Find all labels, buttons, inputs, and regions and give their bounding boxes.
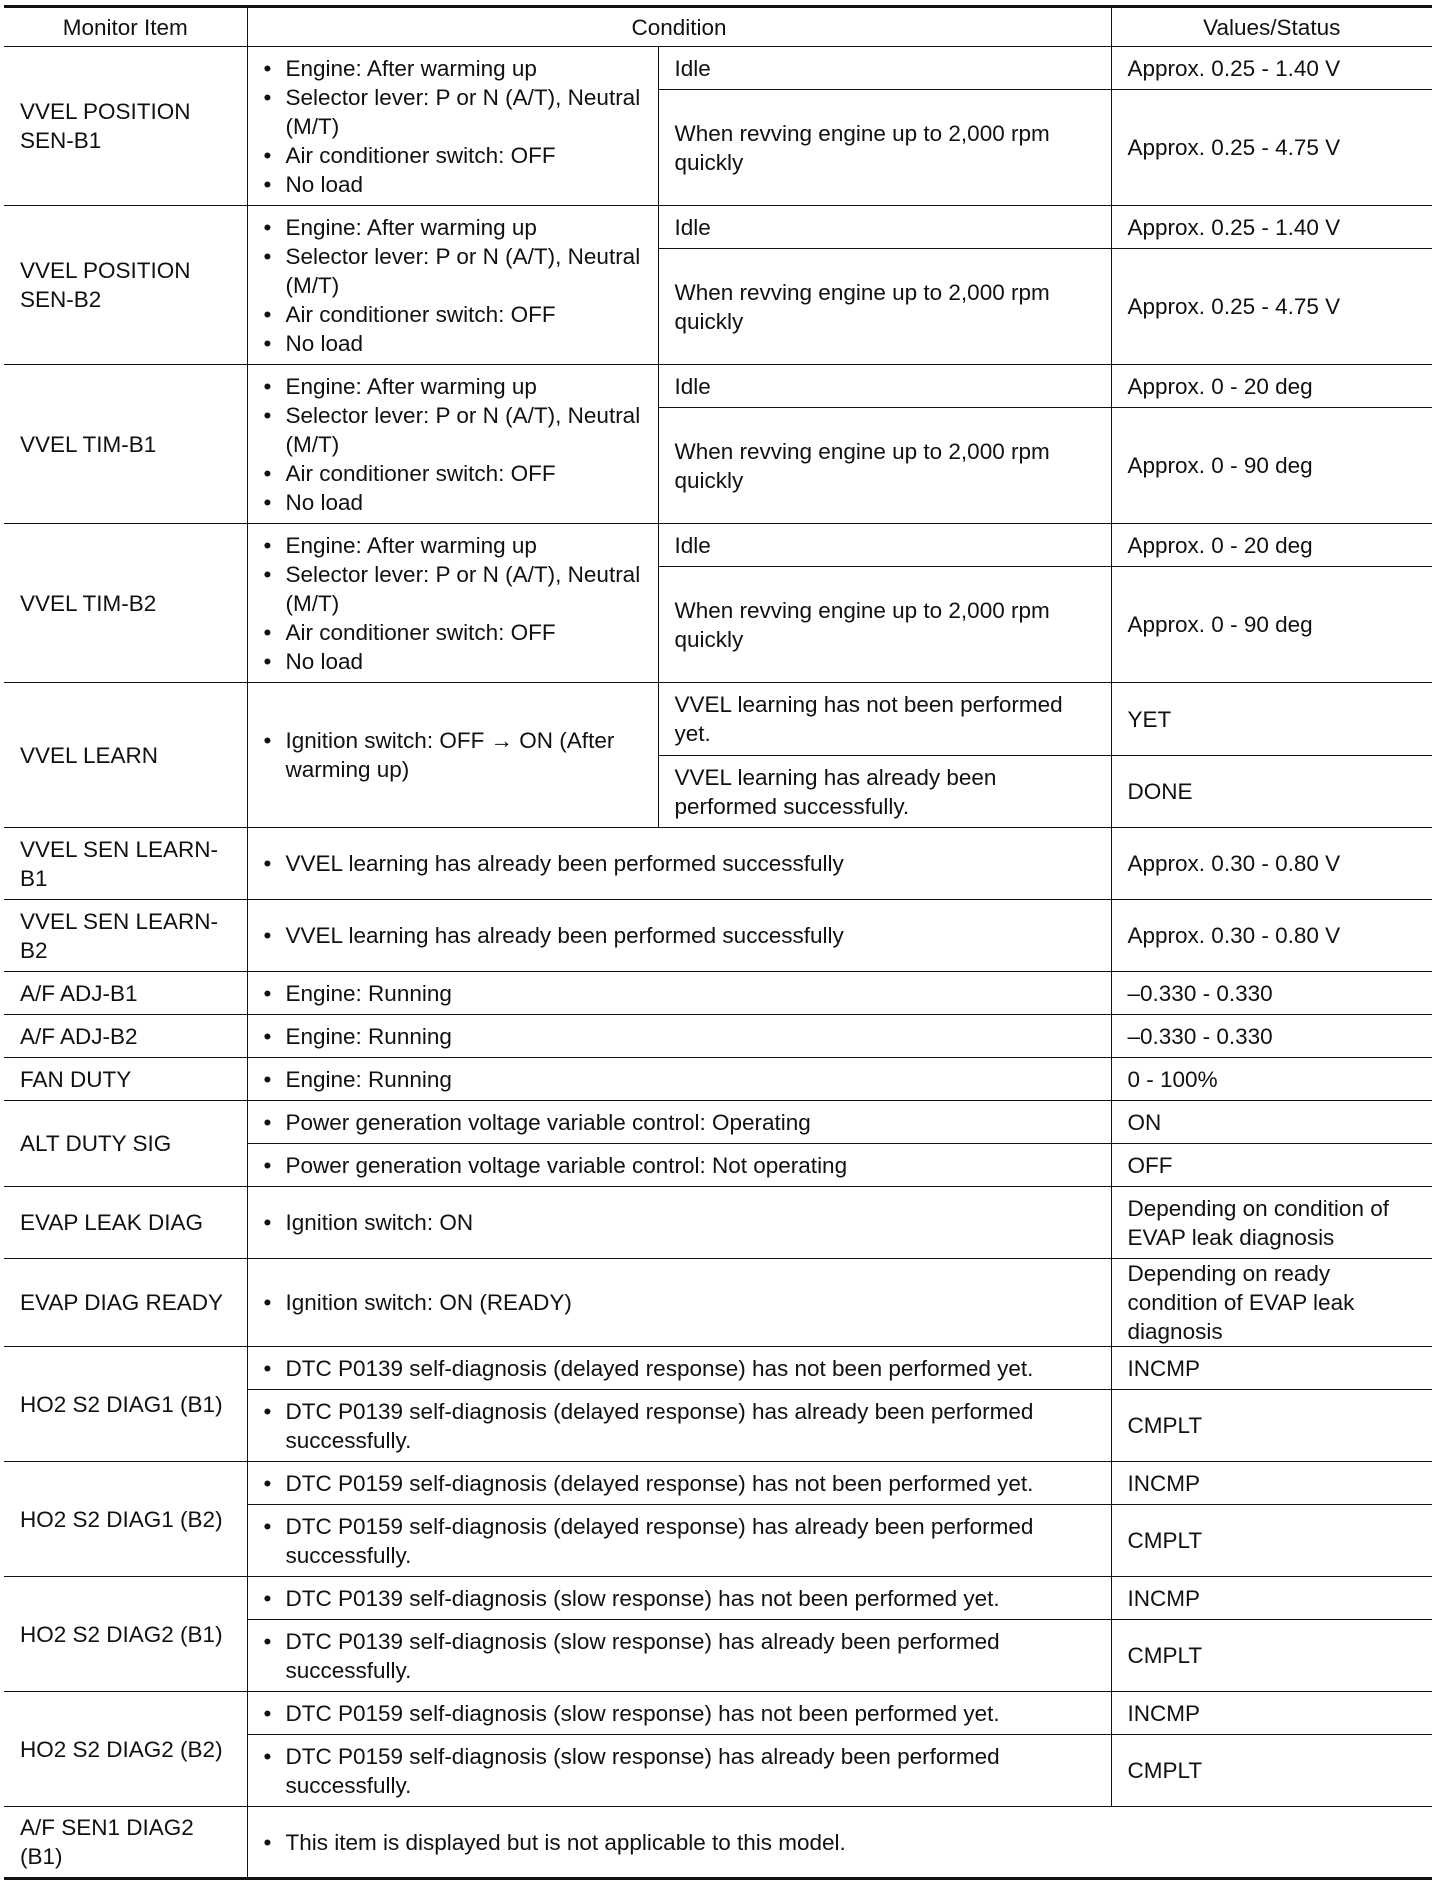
condition-list xyxy=(264,1512,1101,1570)
condition-cell xyxy=(247,1058,1111,1101)
condition-bullet: • VVEL learning has already been performed successfully xyxy=(264,849,1101,878)
condition-list xyxy=(264,1742,1101,1800)
condition-bullet: • DTC P0159 self-diagnosis (delayed response) has not been performed yet. xyxy=(264,1469,1101,1498)
condition-list xyxy=(264,849,1101,878)
table-row xyxy=(4,1347,1432,1390)
condition-list xyxy=(264,1288,1101,1317)
value-status: INCMP xyxy=(1111,1692,1432,1735)
condition-bullet: • DTC P0159 self-diagnosis (slow response) has already been performed successfully. xyxy=(264,1742,1101,1800)
condition-cell xyxy=(247,1347,1111,1390)
value-status: CMPLT xyxy=(1111,1620,1432,1692)
condition-list xyxy=(264,531,648,676)
condition-cell xyxy=(247,1620,1111,1692)
table-row xyxy=(4,1259,1432,1347)
condition-bullet: • No load xyxy=(264,647,648,676)
monitor-item-name: VVEL POSITION SEN-B2 xyxy=(4,206,247,365)
condition-cell xyxy=(247,1259,1111,1347)
condition-list xyxy=(264,1699,1101,1728)
sub-condition: When revving engine up to 2,000 rpm quickly xyxy=(658,90,1111,206)
condition-list xyxy=(264,1065,1101,1094)
condition-cell xyxy=(247,1390,1111,1462)
table-row xyxy=(4,1462,1432,1505)
value-status: CMPLT xyxy=(1111,1390,1432,1462)
condition-bullet: • Engine: After warming up xyxy=(264,54,648,83)
condition-bullet: • Selector lever: P or N (A/T), Neutral (M/T) xyxy=(264,560,648,618)
value-status: DONE xyxy=(1111,756,1432,828)
sub-condition: When revving engine up to 2,000 rpm quickly xyxy=(658,408,1111,524)
condition-cell xyxy=(247,1692,1111,1735)
condition-bullet: • Ignition switch: ON (READY) xyxy=(264,1288,1101,1317)
condition-list xyxy=(264,1584,1101,1613)
monitor-item-name: A/F SEN1 DIAG2 (B1) xyxy=(4,1807,247,1879)
table-row xyxy=(4,900,1432,972)
condition-list xyxy=(264,1022,1101,1051)
condition-list-cell xyxy=(247,683,658,828)
condition-cell xyxy=(247,1015,1111,1058)
table-row xyxy=(4,524,1432,567)
condition-bullet: • Engine: After warming up xyxy=(264,372,648,401)
condition-bullet: • Engine: Running xyxy=(264,1022,1101,1051)
value-status: Approx. 0.25 - 1.40 V xyxy=(1111,206,1432,249)
value-status: INCMP xyxy=(1111,1462,1432,1505)
condition-list xyxy=(264,1151,1101,1180)
condition-list xyxy=(264,921,1101,950)
condition-bullet: • Engine: Running xyxy=(264,1065,1101,1094)
table-row xyxy=(4,1187,1432,1259)
value-status: CMPLT xyxy=(1111,1735,1432,1807)
condition-list xyxy=(264,1627,1101,1685)
condition-bullet: • DTC P0139 self-diagnosis (slow response) has already been performed successfully. xyxy=(264,1627,1101,1685)
table-row xyxy=(4,828,1432,900)
condition-cell xyxy=(247,900,1111,972)
sub-condition: When revving engine up to 2,000 rpm quickly xyxy=(658,249,1111,365)
sub-condition: VVEL learning has not been performed yet. xyxy=(658,683,1111,756)
condition-bullet: • DTC P0139 self-diagnosis (delayed response) has already been performed successfully. xyxy=(264,1397,1101,1455)
condition-bullet: • Selector lever: P or N (A/T), Neutral (M/T) xyxy=(264,401,648,459)
condition-bullet: • Ignition switch: OFF → ON (After warming up) xyxy=(264,726,648,784)
condition-list xyxy=(264,979,1101,1008)
condition-bullet: • Engine: After warming up xyxy=(264,213,648,242)
value-status: Approx. 0.30 - 0.80 V xyxy=(1111,828,1432,900)
condition-bullet: • Air conditioner switch: OFF xyxy=(264,459,648,488)
table-row xyxy=(4,206,1432,249)
value-status: INCMP xyxy=(1111,1577,1432,1620)
condition-bullet: • Engine: After warming up xyxy=(264,531,648,560)
condition-list xyxy=(264,213,648,358)
table-row xyxy=(4,1101,1432,1144)
condition-bullet: • No load xyxy=(264,170,648,199)
condition-bullet: • Air conditioner switch: OFF xyxy=(264,618,648,647)
value-status: Approx. 0.25 - 4.75 V xyxy=(1111,90,1432,206)
table-row xyxy=(4,1692,1432,1735)
table-row xyxy=(4,683,1432,756)
condition-list-cell xyxy=(247,206,658,365)
condition-bullet: • DTC P0159 self-diagnosis (delayed response) has already been performed successfully. xyxy=(264,1512,1101,1570)
condition-bullet: • Selector lever: P or N (A/T), Neutral (M/T) xyxy=(264,242,648,300)
condition-bullet: • VVEL learning has already been performed successfully xyxy=(264,921,1101,950)
sub-condition: VVEL learning has already been performed successfully. xyxy=(658,756,1111,828)
condition-cell xyxy=(247,1187,1111,1259)
monitor-item-table xyxy=(4,5,1432,1880)
monitor-item-name: A/F ADJ-B2 xyxy=(4,1015,247,1058)
table-row xyxy=(4,47,1432,90)
table-header-row xyxy=(4,7,1432,47)
monitor-item-name: A/F ADJ-B1 xyxy=(4,972,247,1015)
condition-cell xyxy=(247,1144,1111,1187)
condition-bullet: • No load xyxy=(264,329,648,358)
monitor-item-name: HO2 S2 DIAG2 (B1) xyxy=(4,1577,247,1692)
value-status: –0.330 - 0.330 xyxy=(1111,972,1432,1015)
monitor-item-name: HO2 S2 DIAG2 (B2) xyxy=(4,1692,247,1807)
condition-list xyxy=(264,1208,1101,1237)
monitor-item-name: FAN DUTY xyxy=(4,1058,247,1101)
monitor-item-name: VVEL TIM-B2 xyxy=(4,524,247,683)
table-row xyxy=(4,1015,1432,1058)
header-condition: Condition xyxy=(247,7,1111,47)
sub-condition: Idle xyxy=(658,524,1111,567)
condition-bullet: • No load xyxy=(264,488,648,517)
table-row xyxy=(4,365,1432,408)
monitor-item-name: VVEL SEN LEARN-B2 xyxy=(4,900,247,972)
condition-cell xyxy=(247,828,1111,900)
table-row xyxy=(4,1577,1432,1620)
condition-bullet: • Power generation voltage variable control: Operating xyxy=(264,1108,1101,1137)
value-status: INCMP xyxy=(1111,1347,1432,1390)
condition-list-cell xyxy=(247,47,658,206)
monitor-item-name: VVEL LEARN xyxy=(4,683,247,828)
condition-cell xyxy=(247,1101,1111,1144)
condition-cell xyxy=(247,1462,1111,1505)
value-status: Approx. 0 - 90 deg xyxy=(1111,408,1432,524)
condition-bullet: • DTC P0159 self-diagnosis (slow response) has not been performed yet. xyxy=(264,1699,1101,1728)
monitor-item-name: HO2 S2 DIAG1 (B2) xyxy=(4,1462,247,1577)
condition-list xyxy=(264,1108,1101,1137)
condition-bullet: • DTC P0139 self-diagnosis (delayed response) has not been performed yet. xyxy=(264,1354,1101,1383)
table-row xyxy=(4,1058,1432,1101)
condition-list-cell xyxy=(247,524,658,683)
sub-condition: Idle xyxy=(658,206,1111,249)
condition-list xyxy=(264,372,648,517)
condition-bullet: • Power generation voltage variable control: Not operating xyxy=(264,1151,1101,1180)
monitor-item-name: VVEL POSITION SEN-B1 xyxy=(4,47,247,206)
condition-list xyxy=(264,54,648,199)
value-status: Approx. 0 - 20 deg xyxy=(1111,365,1432,408)
condition-cell xyxy=(247,972,1111,1015)
monitor-item-name: ALT DUTY SIG xyxy=(4,1101,247,1187)
condition-cell xyxy=(247,1735,1111,1807)
condition-cell xyxy=(247,1577,1111,1620)
table-row xyxy=(4,1807,1432,1879)
condition-bullet: • Air conditioner switch: OFF xyxy=(264,141,648,170)
condition-list xyxy=(264,1828,1423,1857)
value-status: Approx. 0.25 - 1.40 V xyxy=(1111,47,1432,90)
value-status: Depending on condition of EVAP leak diagnosis xyxy=(1111,1187,1432,1259)
condition-list xyxy=(264,726,648,784)
value-status: Approx. 0.30 - 0.80 V xyxy=(1111,900,1432,972)
monitor-item-name: VVEL SEN LEARN-B1 xyxy=(4,828,247,900)
header-monitor-item: Monitor Item xyxy=(4,7,247,47)
condition-bullet: • Ignition switch: ON xyxy=(264,1208,1101,1237)
value-status: –0.330 - 0.330 xyxy=(1111,1015,1432,1058)
value-status: Approx. 0.25 - 4.75 V xyxy=(1111,249,1432,365)
condition-bullet: • DTC P0139 self-diagnosis (slow response) has not been performed yet. xyxy=(264,1584,1101,1613)
value-status: 0 - 100% xyxy=(1111,1058,1432,1101)
table-row xyxy=(4,972,1432,1015)
condition-list xyxy=(264,1354,1101,1383)
value-status: Approx. 0 - 20 deg xyxy=(1111,524,1432,567)
monitor-item-name: HO2 S2 DIAG1 (B1) xyxy=(4,1347,247,1462)
sub-condition: When revving engine up to 2,000 rpm quickly xyxy=(658,567,1111,683)
value-status: ON xyxy=(1111,1101,1432,1144)
condition-bullet: • Selector lever: P or N (A/T), Neutral (M/T) xyxy=(264,83,648,141)
monitor-item-name: EVAP LEAK DIAG xyxy=(4,1187,247,1259)
value-status: CMPLT xyxy=(1111,1505,1432,1577)
condition-cell xyxy=(247,1807,1432,1879)
monitor-item-name: VVEL TIM-B1 xyxy=(4,365,247,524)
sub-condition: Idle xyxy=(658,47,1111,90)
monitor-item-name: EVAP DIAG READY xyxy=(4,1259,247,1347)
header-values-status: Values/Status xyxy=(1111,7,1432,47)
value-status: Depending on ready condition of EVAP leak diagnosis xyxy=(1111,1259,1432,1347)
condition-list xyxy=(264,1469,1101,1498)
condition-list xyxy=(264,1397,1101,1455)
condition-bullet: • Engine: Running xyxy=(264,979,1101,1008)
condition-list-cell xyxy=(247,365,658,524)
value-status: YET xyxy=(1111,683,1432,756)
condition-bullet: • This item is displayed but is not applicable to this model. xyxy=(264,1828,1423,1857)
value-status: Approx. 0 - 90 deg xyxy=(1111,567,1432,683)
condition-bullet: • Air conditioner switch: OFF xyxy=(264,300,648,329)
sub-condition: Idle xyxy=(658,365,1111,408)
value-status: OFF xyxy=(1111,1144,1432,1187)
condition-cell xyxy=(247,1505,1111,1577)
